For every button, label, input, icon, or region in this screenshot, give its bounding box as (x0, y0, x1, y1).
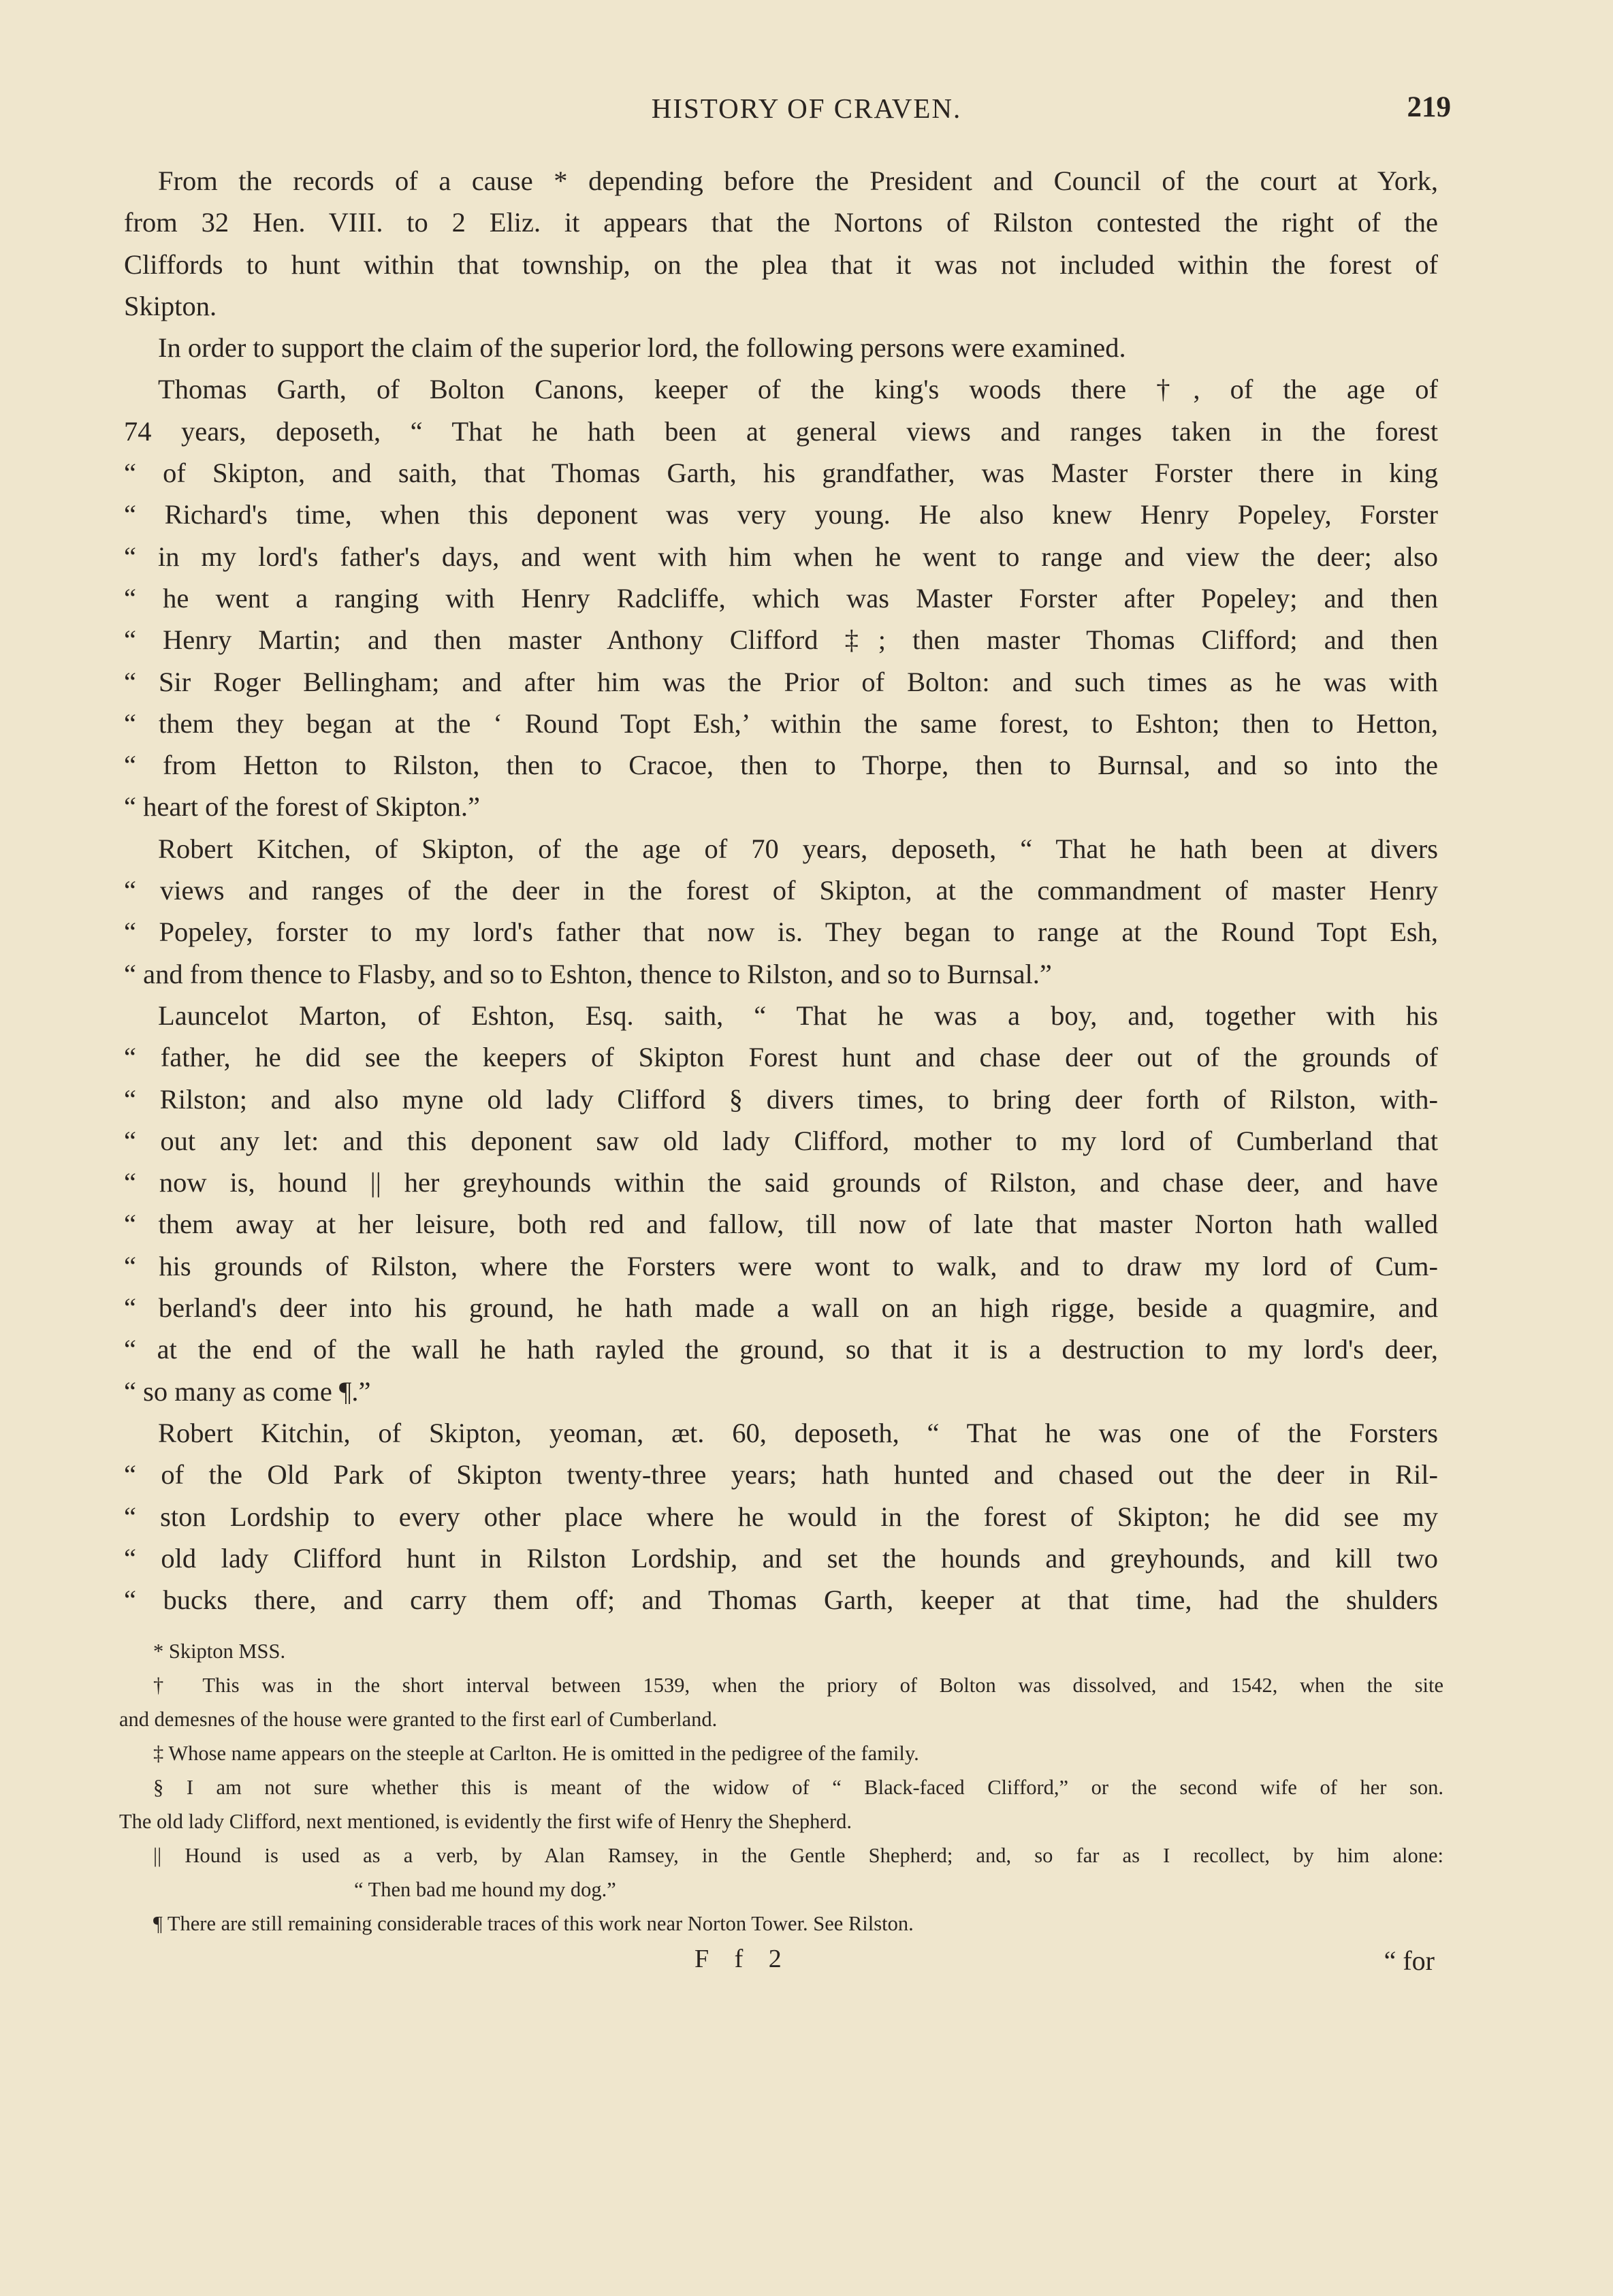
body-line: 74 years, deposeth, “ That he hath been at general views and ranges taken in the forest (124, 415, 1438, 447)
footnotes (119, 1634, 1443, 1941)
body-line: “ father, he did see the keepers of Skipton Forest hunt and chase deer out of the grounds of (124, 1042, 1438, 1073)
body-line: from 32 Hen. VIII. to 2 Eliz. it appears that the Nortons of Rilston contested the right of the (124, 207, 1438, 238)
footnote-line: † This was in the short interval between 1539, when the priory of Bolton was dissolved, and 1542, when the site (153, 1674, 1443, 1697)
body-line: “ Sir Roger Bellingham; and after him was the Prior of Bolton: and such times as he was with (124, 666, 1438, 697)
catchword: “ for (1384, 1945, 1435, 1976)
body-line: “ them away at her leisure, both red and fallow, till now of late that master Norton hath walled (124, 1209, 1438, 1240)
footnote-line: ¶ There are still remaining considerable traces of this work near Norton Tower. See Rilston. (153, 1912, 914, 1935)
body-line: “ now is, hound || her greyhounds within the said grounds of Rilston, and chase deer, and have (124, 1167, 1438, 1198)
body-text (124, 160, 1438, 1621)
body-line: “ ston Lordship to every other place where he would in the forest of Skipton; he did see my (124, 1501, 1438, 1532)
body-line: Robert Kitchin, of Skipton, yeoman, æt. 60, deposeth, “ That he was one of the Forsters (158, 1417, 1438, 1448)
body-line: “ he went a ranging with Henry Radcliffe, which was Master Forster after Popeley; and then (124, 582, 1438, 613)
body-line: “ his grounds of Rilston, where the Forsters were wont to walk, and to draw my lord of Cum- (124, 1250, 1438, 1281)
footnote-line: || Hound is used as a verb, by Alan Ramsey, in the Gentle Shepherd; and, so far as I recollect, by him alone: (153, 1844, 1443, 1867)
footnote-line: ‡ Whose name appears on the steeple at Carlton. He is omitted in the pedigree of the family. (153, 1742, 919, 1765)
body-line: “ heart of the forest of Skipton.” (124, 791, 480, 823)
body-line: “ of the Old Park of Skipton twenty-three years; hath hunted and chased out the deer in Ril- (124, 1459, 1438, 1490)
body-line: “ Richard's time, when this deponent was very young. He also knew Henry Popeley, Forster (124, 499, 1438, 530)
body-line: From the records of a cause * depending before the President and Council of the court at York, (158, 165, 1438, 196)
body-line: “ so many as come ¶.” (124, 1375, 371, 1407)
body-line: In order to support the claim of the superior lord, the following persons were examined. (158, 332, 1126, 364)
signature-mark: F f 2 (694, 1945, 791, 1973)
footnote-line: The old lady Clifford, next mentioned, is evidently the first wife of Henry the Shepherd. (119, 1810, 852, 1833)
page-number: 219 (1407, 91, 1451, 123)
body-line: “ bucks there, and carry them off; and Thomas Garth, keeper at that time, had the shulders (124, 1584, 1438, 1616)
body-line: “ them they began at the ‘ Round Topt Esh,’ within the same forest, to Eshton; then to Hetton, (124, 707, 1438, 739)
running-title: HISTORY OF CRAVEN. (651, 93, 962, 124)
body-line: “ old lady Clifford hunt in Rilston Lordship, and set the hounds and greyhounds, and kill two (124, 1542, 1438, 1574)
body-line: Robert Kitchen, of Skipton, of the age of 70 years, deposeth, “ That he hath been at divers (158, 833, 1438, 864)
body-line: “ at the end of the wall he hath rayled the ground, so that it is a destruction to my lord's deer, (124, 1334, 1438, 1365)
body-line: Thomas Garth, of Bolton Canons, keeper of the king's woods there †, of the age of (158, 374, 1438, 405)
footnote-line: * Skipton MSS. (153, 1640, 286, 1663)
body-line: Skipton. (124, 290, 217, 321)
body-line: “ in my lord's father's days, and went with him when he went to range and view the deer; also (124, 541, 1438, 572)
body-line: “ from Hetton to Rilston, then to Cracoe, then to Thorpe, then to Burnsal, and so into the (124, 750, 1438, 781)
body-line: “ of Skipton, and saith, that Thomas Garth, his grandfather, was Master Forster there in king (124, 458, 1438, 489)
footnote-line: and demesnes of the house were granted to the first earl of Cumberland. (119, 1708, 718, 1731)
body-line: “ Henry Martin; and then master Anthony Clifford ‡; then master Thomas Clifford; and then (124, 624, 1438, 656)
body-line: “ and from thence to Flasby, and so to Eshton, thence to Rilston, and so to Burnsal.” (124, 958, 1052, 989)
footnote-line: “ Then bad me hound my dog.” (354, 1878, 616, 1901)
body-line: Cliffords to hunt within that township, on the plea that it was not included within the forest of (124, 249, 1438, 280)
footnote-line: § I am not sure whether this is meant of the widow of “ Black-faced Clifford,” or the second wife of her son. (153, 1776, 1443, 1799)
body-line: “ Rilston; and also myne old lady Clifford § divers times, to bring deer forth of Rilston, with- (124, 1083, 1438, 1115)
body-line: “ out any let: and this deponent saw old lady Clifford, mother to my lord of Cumberland that (124, 1125, 1438, 1156)
body-line: “ views and ranges of the deer in the forest of Skipton, at the commandment of master Henry (124, 875, 1438, 906)
body-line: Launcelot Marton, of Eshton, Esq. saith, “ That he was a boy, and, together with his (158, 1000, 1438, 1031)
body-line: “ Popeley, forster to my lord's father that now is. They began to range at the Round Topt Esh, (124, 916, 1438, 948)
body-line: “ berland's deer into his ground, he hath made a wall on an high rigge, beside a quagmire, and (124, 1292, 1438, 1324)
